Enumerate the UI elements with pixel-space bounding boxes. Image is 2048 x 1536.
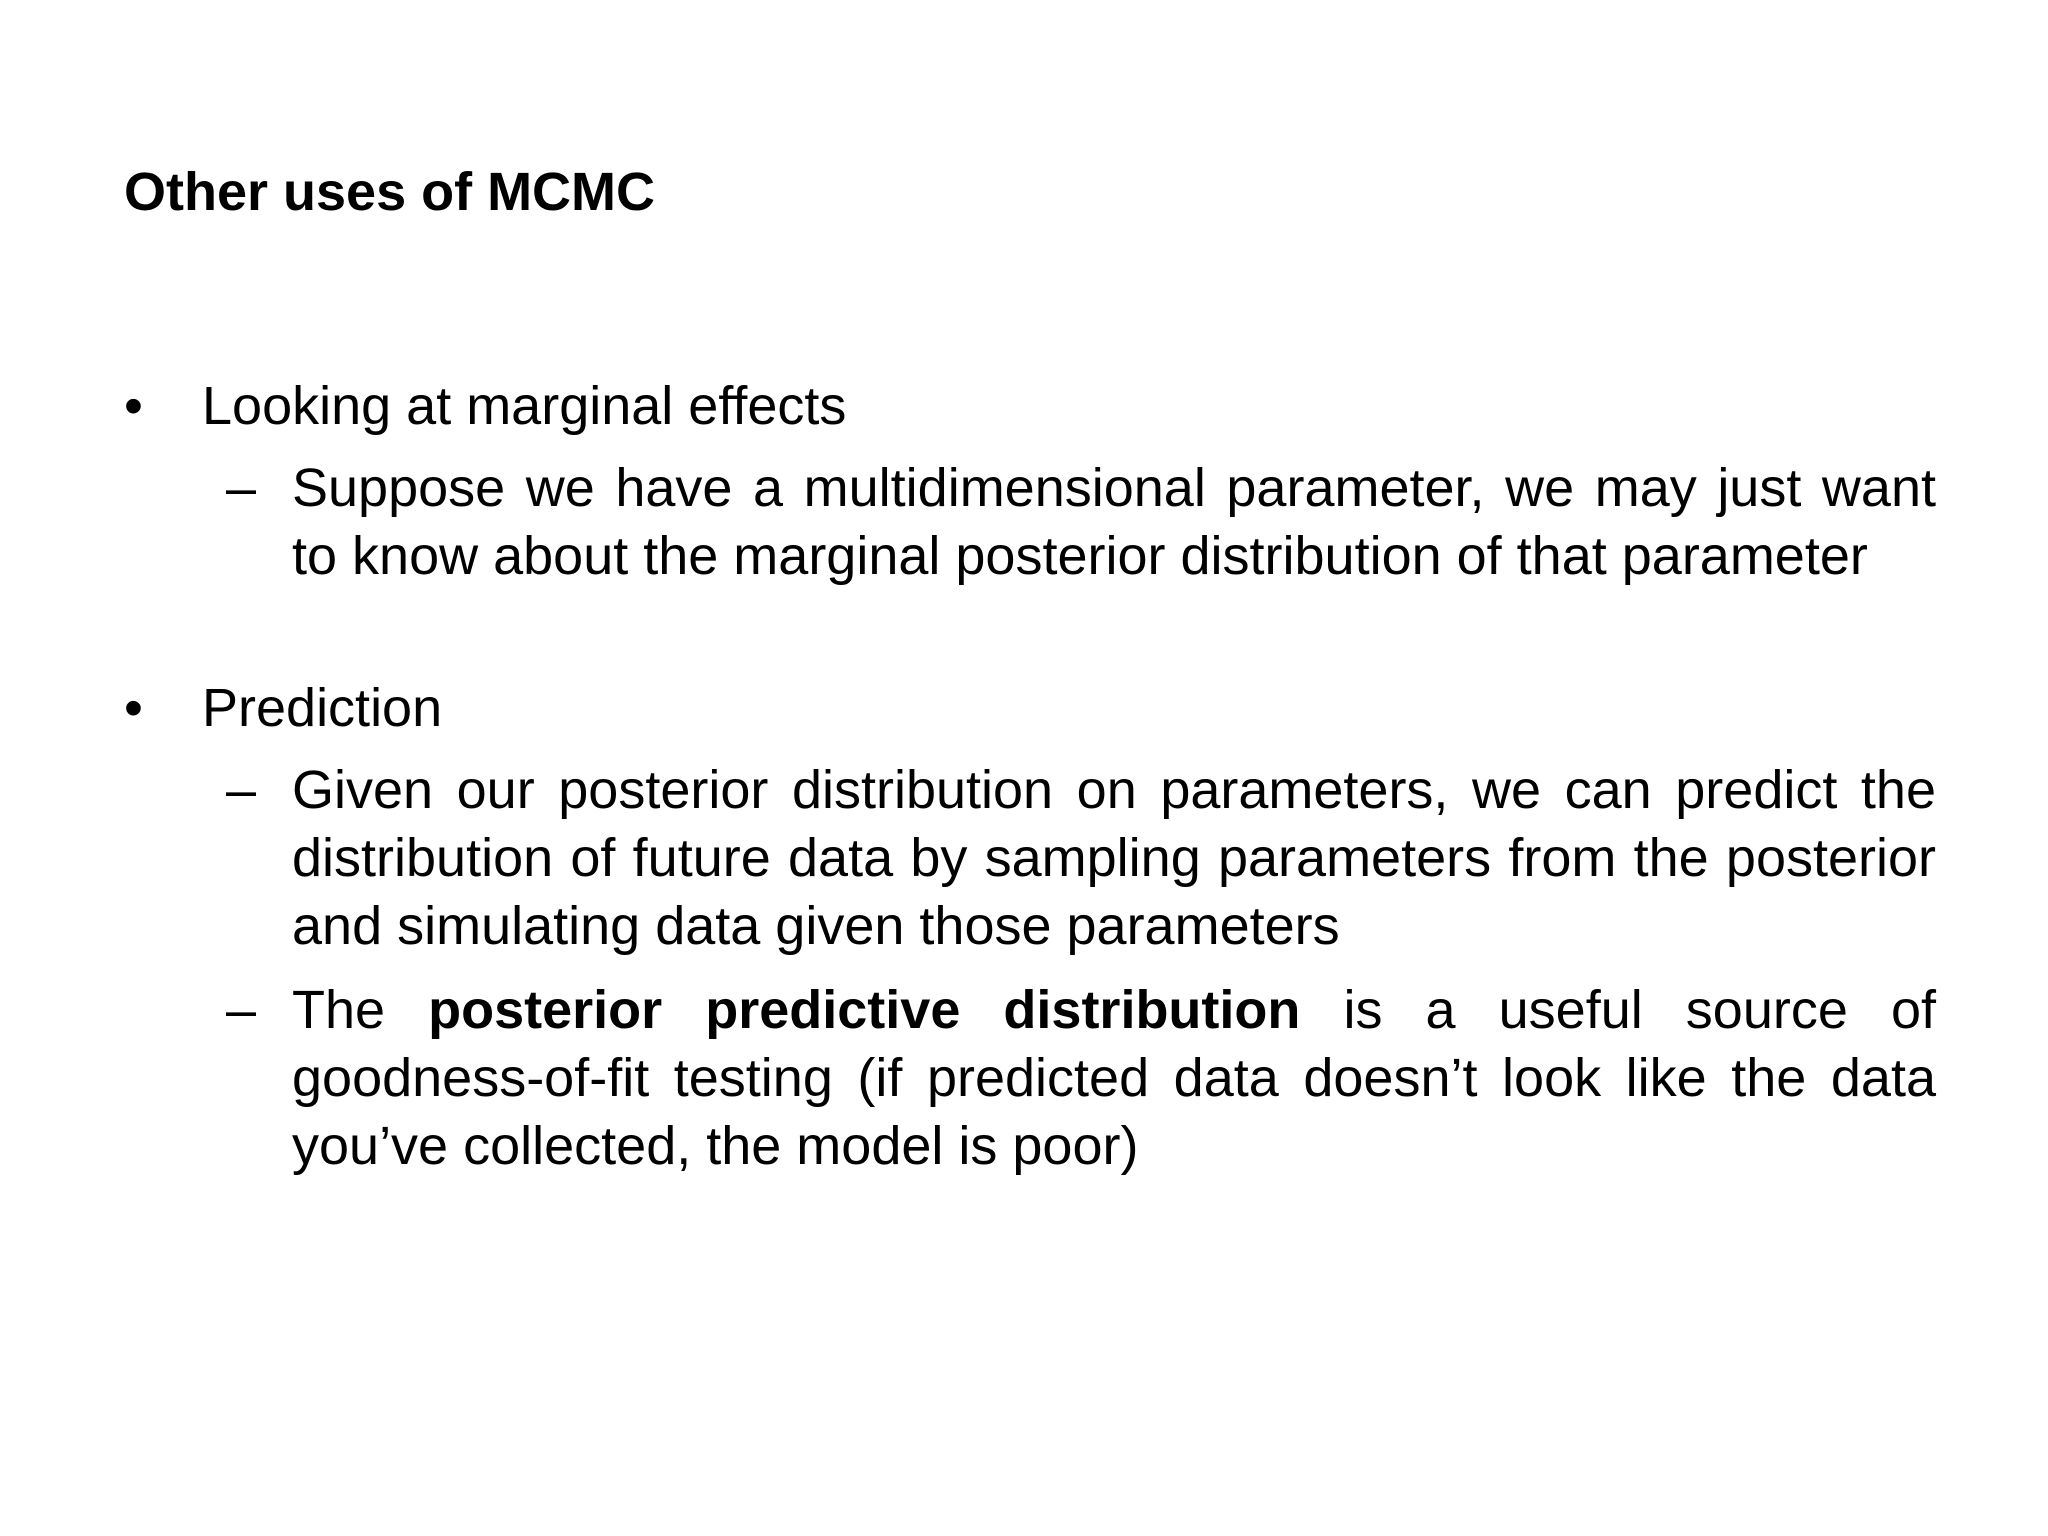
- sub-bullet-text: [292, 976, 1936, 1180]
- sub-bullet-marker: –: [226, 980, 257, 1040]
- sub-bullet-prefix: The: [292, 980, 386, 1040]
- sub-bullet-text: Suppose we have a multidimensional parameter, we may just want to know about the marginal posterior distribution of that parameter: [292, 458, 1936, 586]
- sub-bullet-marker: –: [226, 458, 257, 518]
- bullet-text: Prediction: [202, 678, 443, 738]
- key-term: posterior predictive distribution: [428, 980, 1301, 1040]
- bullet-text: Looking at marginal effects: [202, 376, 847, 436]
- sub-bullet-marker: –: [226, 760, 257, 820]
- bullet-marker: •: [124, 678, 143, 738]
- bullet-marker: •: [124, 376, 143, 436]
- sub-bullet-suffix: is a useful source of goodness-of-fit testing (if predicted data doesn’t look like the data you’ve collected, the model is poor): [292, 980, 1936, 1176]
- slide-title: Other uses of MCMC: [124, 162, 656, 222]
- sub-bullet-text: Given our posterior distribution on parameters, we can predict the distribution of future data by sampling parameters from the posterior and simulating data given those parameters: [292, 760, 1936, 956]
